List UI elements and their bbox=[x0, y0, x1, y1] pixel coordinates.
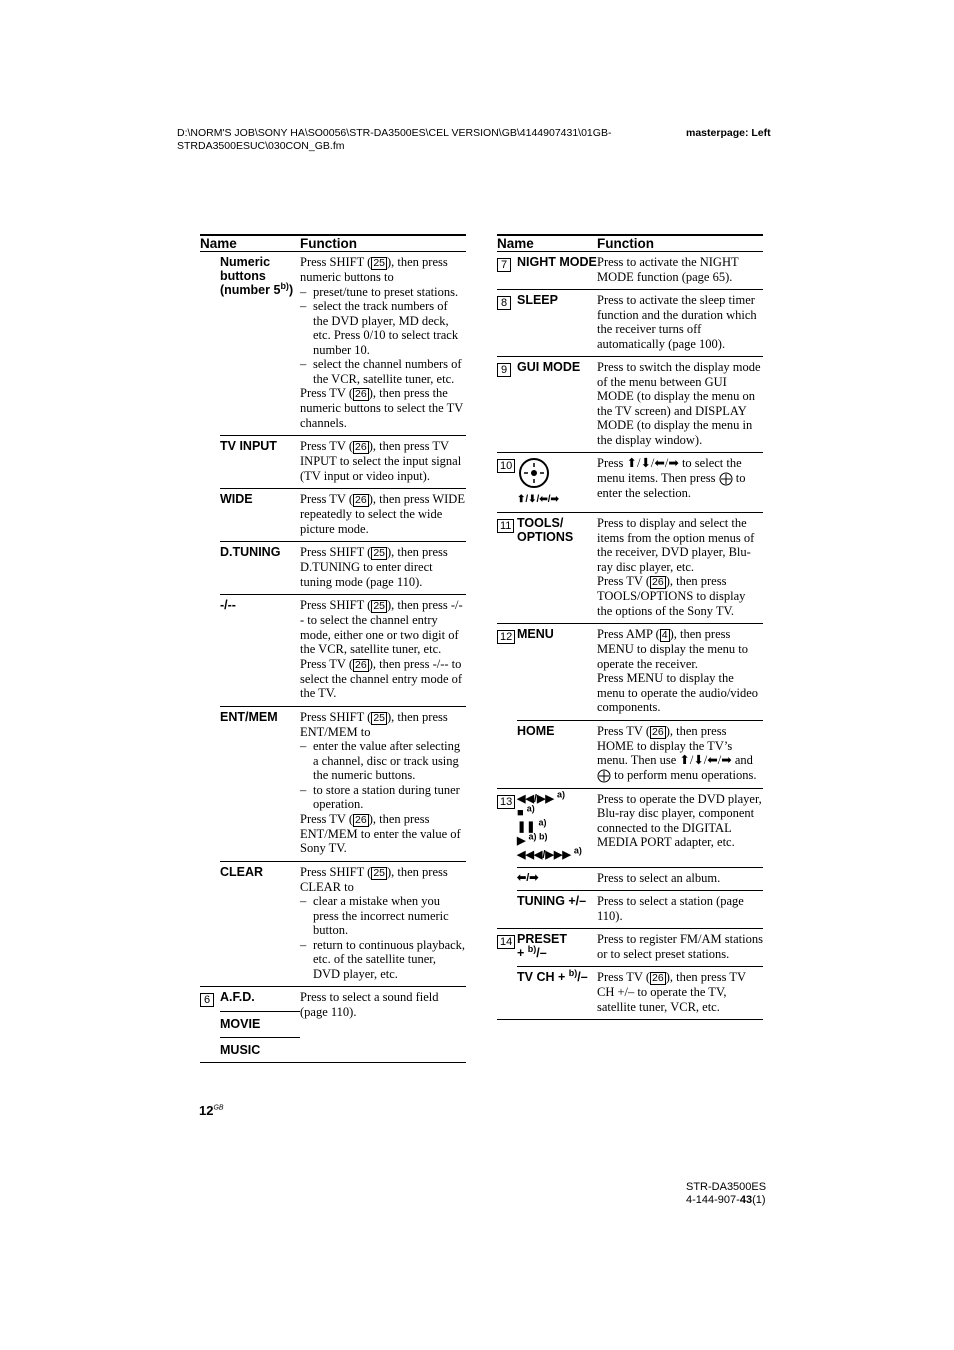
button-ref-badge: 26 bbox=[355, 813, 367, 826]
function-afd: Press to select a sound field (page 110). bbox=[300, 990, 439, 1019]
item-number-badge: 14 bbox=[497, 935, 515, 949]
page-number: $12^{GB}$ bbox=[199, 1103, 224, 1118]
function-sleep: Press to activate the sleep timer function and the duration which the receiver turns off automatically (page 100). bbox=[597, 290, 763, 357]
function-night-mode: Press to activate the NIGHT MODE function (page 65). bbox=[597, 252, 763, 290]
table-row-d-tuning bbox=[200, 542, 466, 595]
name-menu: MENU bbox=[517, 624, 597, 721]
name-gui-mode: GUI MODE bbox=[517, 357, 597, 453]
function-tv-ch: Press TV ( 26 ), then press TV CH +/– to operate the TV, satellite tuner, VCR, etc. bbox=[597, 970, 746, 1014]
name-column-header: Name bbox=[497, 235, 597, 252]
pause-icon: ❚❚ $^{a)}$ bbox=[517, 816, 547, 833]
function-wide: Press TV ( 26 ), then press WIDE repeatedly to select the wide picture mode. bbox=[300, 489, 466, 542]
item-number-badge: 7 bbox=[497, 258, 511, 272]
function-preset: Press to register FM/AM stations or to select preset stations. bbox=[597, 929, 763, 967]
table-row-ent-mem bbox=[200, 706, 466, 861]
item-number-badge: 10 bbox=[497, 459, 515, 473]
button-ref-badge: 25 bbox=[373, 600, 385, 612]
button-ref-badge: 4 bbox=[661, 629, 668, 641]
table-row-album bbox=[497, 867, 763, 891]
enter-circle-icon bbox=[597, 769, 611, 783]
button-ref-badge: 25 bbox=[373, 257, 385, 269]
button-ref-badge: 25 bbox=[373, 866, 385, 879]
item-number-badge: 13 bbox=[497, 795, 515, 809]
stop-icon: ■ $^{a)}$ bbox=[517, 802, 535, 819]
button-ref-badge: 26 bbox=[652, 725, 664, 738]
function-menu: Press AMP ( 4 ), then press MENU to display the menu to operate the receiver. Press MENU to display the menu to operate the audio/video components. bbox=[597, 624, 763, 721]
left-reference-table bbox=[200, 234, 466, 1063]
table-header-row bbox=[200, 235, 466, 252]
name-movie: MOVIE bbox=[220, 1011, 300, 1031]
rewind-forward-icon: ◀◀/▶▶ $^{a)}$ bbox=[517, 788, 565, 805]
table-row-clear bbox=[200, 861, 466, 987]
name-d-tuning: D.TUNING bbox=[220, 542, 300, 595]
model-name: STR-DA3500ES bbox=[686, 1181, 767, 1193]
function-dash-button: Press SHIFT ( 25 ), then press -/-- to select the channel entry mode, either one or two digit of the VCR, satellite tuner, etc. Press TV ( 26 ), then press -/-- to select the channel entry mode of the TV. bbox=[300, 595, 466, 707]
masterpage-label: masterpage: Left bbox=[686, 127, 771, 139]
name-preset: PRESET + $^{b)}$/– bbox=[517, 929, 597, 967]
list-item: – enter the value after selecting a channel, disc or track using the numeric buttons. bbox=[313, 739, 466, 783]
table-row-numeric bbox=[200, 252, 466, 436]
name-dash-button: -/-- bbox=[220, 595, 300, 707]
function-tv-input: Press TV ( 26 ), then press TV INPUT to select the input signal (TV input or video input). bbox=[300, 436, 466, 489]
function-album: Press to select an album. bbox=[597, 867, 763, 891]
arrow-keys-icon: ⬆/⬇/⬅/➡ bbox=[517, 494, 559, 505]
table-row-sleep bbox=[497, 290, 763, 357]
table-row-tv-input bbox=[200, 436, 466, 489]
name-wide: WIDE bbox=[220, 489, 300, 542]
name-ent-mem: ENT/MEM bbox=[220, 706, 300, 861]
table-row-tv-ch bbox=[497, 967, 763, 1020]
button-ref-badge: 26 bbox=[355, 441, 367, 453]
list-item: – clear a mistake when you press the incorrect numeric button. bbox=[313, 894, 466, 938]
table-row-home bbox=[497, 720, 763, 788]
name-afd: A.F.D. bbox=[220, 990, 255, 1004]
function-clear: Press SHIFT ( 25 ), then press CLEAR to – clear a mistake when you press the incorrect numeric button. – return to continuous playback, etc. of the satellite tuner, DVD player, etc. bbox=[300, 861, 466, 987]
function-column-header: Function bbox=[597, 235, 763, 252]
name-afd-group bbox=[220, 987, 300, 1063]
button-ref-badge: 25 bbox=[373, 547, 385, 559]
function-transport-buttons: Press to operate the DVD player, Blu-ray disc player, component connected to the DIGITAL MEDIA PORT adapter, etc. bbox=[597, 788, 763, 867]
table-row-afd bbox=[200, 987, 466, 1063]
table-row-transport bbox=[497, 788, 763, 867]
button-ref-badge: 26 bbox=[355, 658, 367, 671]
name-clear: CLEAR bbox=[220, 861, 300, 987]
table-header-row bbox=[497, 235, 763, 252]
name-tools-options: TOOLS/ OPTIONS bbox=[517, 513, 597, 624]
function-home: Press TV ( 26 ), then press HOME to display the TV’s menu. Then use ⬆/⬇/⬅/➡ and to perform menu operations. bbox=[597, 720, 763, 788]
enter-circle-icon bbox=[517, 456, 551, 490]
name-sleep: SLEEP bbox=[517, 290, 597, 357]
function-cursor-buttons: Press ⬆/⬇/⬅/➡ to select the menu items. Then press to enter the selection. bbox=[597, 453, 763, 513]
button-ref-badge: 25 bbox=[373, 711, 385, 724]
function-tuning: Press to select a station (page 110). bbox=[597, 891, 763, 929]
table-row-preset bbox=[497, 929, 763, 967]
item-number-badge: 12 bbox=[497, 630, 515, 644]
button-ref-badge: 26 bbox=[652, 972, 664, 985]
name-transport-buttons bbox=[517, 788, 597, 867]
item-number-badge: 11 bbox=[497, 519, 514, 533]
list-item: – select the channel numbers of the VCR, satellite tuner, etc. bbox=[313, 357, 466, 386]
enter-circle-icon bbox=[719, 472, 733, 486]
item-number-badge: 9 bbox=[497, 363, 511, 377]
name-tv-ch: TV CH + $^{b)}$/– bbox=[517, 967, 588, 985]
name-tuning: TUNING +/– bbox=[517, 891, 597, 929]
name-tv-input: TV INPUT bbox=[220, 436, 300, 489]
name-night-mode: NIGHT MODE bbox=[517, 252, 597, 290]
table-row-menu bbox=[497, 624, 763, 721]
play-icon: ▶ $^{a) b)}$ bbox=[517, 830, 548, 847]
skip-prev-next-icon: ◀◀◀/▶▶▶ $^{a)}$ bbox=[517, 844, 582, 861]
list-item: – to store a station during tuner operation. bbox=[313, 783, 466, 812]
function-column-header: Function bbox=[300, 235, 466, 252]
list-item: – preset/tune to preset stations. bbox=[313, 285, 466, 300]
left-right-arrows-icon: ⬅/➡ bbox=[517, 867, 597, 891]
list-item: – return to continuous playback, etc. of the satellite tuner, DVD player, etc. bbox=[313, 938, 466, 982]
list-item: – select the track numbers of the DVD player, MD deck, etc. Press 0/10 to select track number 10. bbox=[313, 299, 466, 357]
function-gui-mode: Press to switch the display mode of the menu between GUI MODE (to display the menu on the TV screen) and DISPLAY MODE (to display the menu in the display window). bbox=[597, 357, 763, 453]
table-row-tools-options bbox=[497, 513, 763, 624]
button-ref-badge: 26 bbox=[355, 388, 367, 400]
name-home: HOME bbox=[517, 720, 597, 788]
model-footer bbox=[686, 1181, 766, 1206]
function-tools-options: Press to display and select the items from the option menus of the receiver, DVD player, Blu-ray disc player, etc. Press TV ( 26 ), then press TOOLS/OPTIONS to display the options of the Sony TV. bbox=[597, 513, 763, 624]
table-row-tuning bbox=[497, 891, 763, 929]
document-code: 4-144-907-43(1) bbox=[686, 1193, 766, 1206]
name-numeric-buttons: Numeric buttons (number 5$^{b)}$) bbox=[220, 252, 300, 436]
function-numeric-buttons: Press SHIFT ( 25 ), then press numeric buttons to – preset/tune to preset stations. – select the track numbers of the DVD player, MD deck, etc. Press 0/10 to select track number 10. – select the channel numbers of the VCR, satellite tuner, etc. Press TV ( 26 ), then press the numeric buttons to select the TV channels. bbox=[300, 252, 466, 436]
table-row-wide bbox=[200, 489, 466, 542]
function-d-tuning: Press SHIFT ( 25 ), then press D.TUNING to enter direct tuning mode (page 110). bbox=[300, 542, 466, 595]
table-row-cursor bbox=[497, 453, 763, 513]
name-cursor-buttons bbox=[517, 453, 597, 513]
item-number-badge: 6 bbox=[200, 993, 214, 1007]
name-music: MUSIC bbox=[220, 1037, 300, 1057]
table-row-night-mode bbox=[497, 252, 763, 290]
item-number-badge: 8 bbox=[497, 296, 511, 310]
function-ent-mem: Press SHIFT ( 25 ), then press ENT/MEM to – enter the value after selecting a channel, disc or track using the numeric buttons. – to store a station during tuner operation. Press TV ( 26 ), then press ENT/MEM to enter the value of Sony TV. bbox=[300, 706, 466, 861]
file-path-header: D:\NORM'S JOB\SONY HA\SO0056\STR-DA3500ES\CEL VERSION\GB\4144907431\01GB-STRDA3500ESUC\030CON_GB.fm bbox=[177, 127, 612, 152]
table-row-dash bbox=[200, 595, 466, 707]
button-ref-badge: 26 bbox=[355, 494, 367, 506]
right-reference-table bbox=[497, 234, 763, 1020]
name-column-header: Name bbox=[200, 235, 300, 252]
button-ref-badge: 26 bbox=[652, 576, 664, 588]
table-row-gui-mode bbox=[497, 357, 763, 453]
